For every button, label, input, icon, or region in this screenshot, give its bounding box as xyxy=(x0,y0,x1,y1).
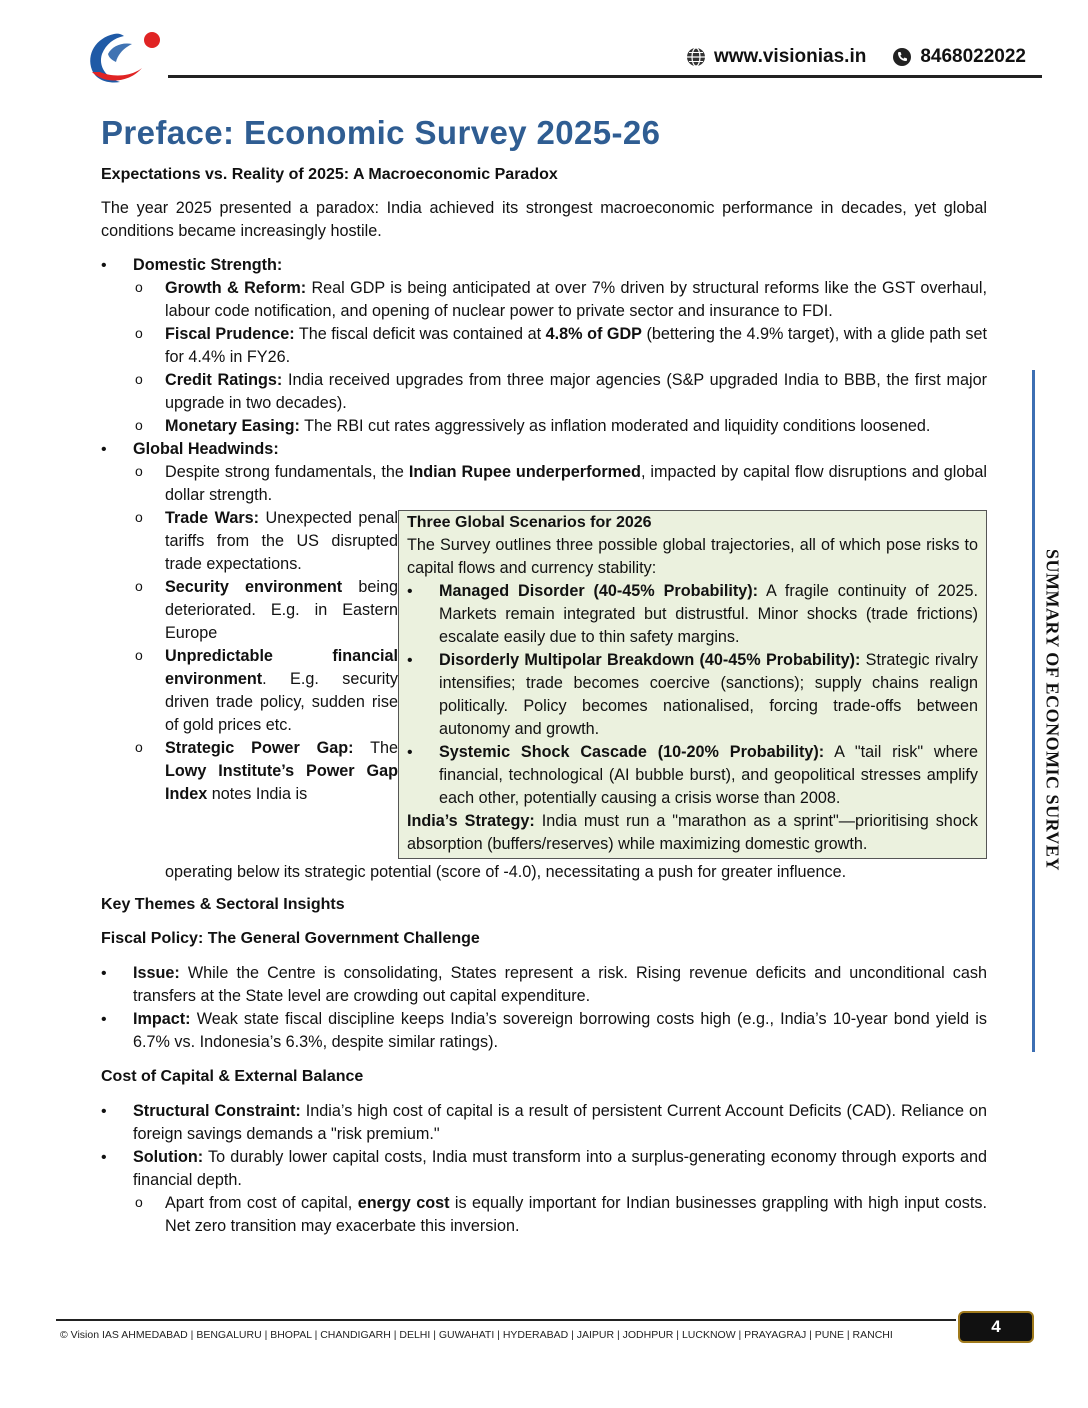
item-text: The RBI cut rates aggressively as inflation moderated and liquidity conditions loosened. xyxy=(299,417,931,435)
item-body xyxy=(165,507,407,576)
section-heading-paradox: Expectations vs. Reality of 2025: A Macroeconomic Paradox xyxy=(101,166,558,183)
list-item xyxy=(101,1008,987,1054)
phone-text: 8468022022 xyxy=(920,46,1026,67)
cost-capital-list xyxy=(101,1100,987,1238)
item-bold: 4.8% of GDP xyxy=(545,325,642,343)
list-item-domestic xyxy=(101,254,987,438)
solution-sublist xyxy=(133,1192,987,1238)
section-heading-fiscal-policy: Fiscal Policy: The General Government Challenge xyxy=(101,930,480,947)
globe-icon xyxy=(686,47,706,67)
item-bold: Credit Ratings: xyxy=(165,371,283,389)
item-bold: Security environment xyxy=(165,578,343,596)
item-bold: energy cost xyxy=(357,1194,450,1212)
footer-divider xyxy=(56,1319,956,1321)
item-text: India received upgrades from three major agencies (S&P upgraded India to BBB, the first major upgrade in two decades). xyxy=(165,371,987,412)
item-text-tail: operating below its strategic potential (score of -4.0), necessitating a push for greater influence. xyxy=(165,863,847,881)
item-text: A fragile continuity of 2025. Markets remain integrated but distrustful. Minor shocks (trade frictions) escalate easily due to thin safety margins. xyxy=(439,582,978,646)
header-divider xyxy=(168,75,1042,78)
list-item xyxy=(133,507,987,576)
fiscal-list xyxy=(101,962,987,1054)
item-bold: Managed Disorder (40-45% Probability): xyxy=(439,582,759,600)
list-item-global xyxy=(101,438,987,884)
list-item xyxy=(133,277,987,323)
list-item xyxy=(101,1146,987,1238)
website-link[interactable] xyxy=(686,46,866,68)
scenario-box-intro: The Survey outlines three possible global trajectories, all of which pose risks to capital flows and currency stability: xyxy=(407,536,978,577)
domestic-label: Domestic Strength: xyxy=(133,256,283,274)
item-text: . E.g. security driven trade policy, sudden rise of gold prices etc. xyxy=(165,670,398,734)
item-text: Weak state fiscal discipline keeps India’s sovereign borrowing costs high (e.g., India’s 10-year bond yield is 6.7% vs. Indonesia’s 6.3%, despite similar ratings). xyxy=(133,1010,987,1051)
item-text: Unexpected penal tariffs from the US disrupted trade expectations. xyxy=(165,509,398,573)
item-bold: Issue: xyxy=(133,964,180,982)
global-label: Global Headwinds: xyxy=(133,440,279,458)
global-sublist-continued xyxy=(133,507,987,884)
list-item xyxy=(133,415,987,438)
item-text: While the Centre is consolidating, States represent a risk. Rising revenue deficits and unconditional cash transfers at the State level are crowding out capital expenditure. xyxy=(133,964,987,1005)
item-body xyxy=(165,645,407,737)
vision-ias-logo xyxy=(84,28,164,88)
phone-link[interactable] xyxy=(892,46,1026,68)
item-bold: Indian Rupee underperformed xyxy=(408,463,641,481)
item-bold: Growth & Reform: xyxy=(165,279,307,297)
domestic-sublist xyxy=(133,277,987,438)
footer-cities: © Vision IAS AHMEDABAD | BENGALURU | BHOPAL | CHANDIGARH | DELHI | GUWAHATI | HYDERABAD | JAIPUR | JODHPUR | LUCKNOW | PRAYAGRAJ | PUNE | RANCHI xyxy=(60,1329,893,1341)
item-body xyxy=(165,737,407,806)
list-item xyxy=(133,576,987,645)
item-text: A "tail risk" where financial, technological (AI bubble burst), and geopolitical stresses amplify each other, potentially causing a crisis worse than 2008. xyxy=(439,743,978,807)
item-bold: Solution: xyxy=(133,1148,204,1166)
item-text: India’s high cost of capital is a result of persistent Current Account Deficits (CAD). Reliance on foreign savings demands a "risk premium." xyxy=(133,1102,987,1143)
list-item xyxy=(133,737,987,884)
item-bold: Structural Constraint: xyxy=(133,1102,301,1120)
item-bold: Trade Wars: xyxy=(165,509,260,527)
item-text: , impacted by capital flow disruptions and global dollar strength. xyxy=(165,463,987,504)
strategy-bold: India’s Strategy: xyxy=(407,812,535,830)
item-text: notes India is xyxy=(207,785,308,803)
strategy-text: India must run a "marathon as a sprint"—prioritising shock absorption (buffers/reserves) while maximizing domestic growth. xyxy=(407,812,979,853)
item-text: is equally important for Indian businesses grappling with high input costs. Net zero transition may exacerbate this inversion. xyxy=(165,1194,987,1235)
item-text: Strategic rivalry intensifies; trade becomes coercive (sanctions); supply chains realign politically. Policy becomes nationalised, forcing trade-offs between autonomy and growth. xyxy=(439,651,978,738)
item-body xyxy=(165,576,407,645)
page-title: Preface: Economic Survey 2025-26 xyxy=(101,114,661,151)
item-text: To durably lower capital costs, India must transform into a surplus-generating economy through exports and financial depth. xyxy=(133,1148,987,1189)
item-text: being deteriorated. E.g. in Eastern Europe xyxy=(165,578,398,642)
scenario-box-title: Three Global Scenarios for 2026 xyxy=(407,514,652,531)
item-text: The fiscal deficit was contained at xyxy=(294,325,546,343)
section1-list xyxy=(101,254,987,884)
section-heading-cost-of-capital: Cost of Capital & External Balance xyxy=(101,1068,364,1085)
header-contact xyxy=(686,46,1026,68)
list-item xyxy=(133,645,987,737)
item-bold: Systemic Shock Cascade (10-20% Probability): xyxy=(439,743,825,761)
side-tab-label: SUMMARY OF ECONOMIC SURVEY xyxy=(1042,549,1063,871)
side-tab-line xyxy=(1032,370,1035,1052)
item-bold: Lowy Institute’s Power Gap Index xyxy=(165,762,398,803)
list-item xyxy=(133,1192,987,1238)
main-content xyxy=(101,112,987,1238)
list-item xyxy=(101,1100,987,1146)
intro-paragraph: The year 2025 presented a paradox: India achieved its strongest macroeconomic performance in decades, yet global conditions became increasingly hostile. xyxy=(101,199,987,240)
list-item xyxy=(133,461,987,507)
phone-icon xyxy=(892,47,912,67)
item-text: (bettering the 4.9% target), with a glide path set for 4.4% in FY26. xyxy=(165,325,987,366)
item-text: Real GDP is being anticipated at over 7% driven by structural reforms like the GST overhaul, labour code notification, and opening of nuclear power to private sector and insurance to FDI. xyxy=(165,279,987,320)
item-text: The xyxy=(353,739,398,757)
section-heading-key-themes: Key Themes & Sectoral Insights xyxy=(101,896,345,913)
item-text: Despite strong fundamentals, the xyxy=(165,463,409,481)
item-bold: Impact: xyxy=(133,1010,191,1028)
list-item xyxy=(101,962,987,1008)
item-bold: Disorderly Multipolar Breakdown (40-45% Probability): xyxy=(439,651,861,669)
list-item xyxy=(133,323,987,369)
list-item xyxy=(133,369,987,415)
page-number: 4 xyxy=(958,1311,1034,1343)
website-text: www.visionias.in xyxy=(713,46,867,67)
item-bold: Monetary Easing: xyxy=(165,417,300,435)
item-text: Apart from cost of capital, xyxy=(165,1194,358,1212)
item-bold: Strategic Power Gap: xyxy=(165,739,354,757)
global-sublist xyxy=(133,461,987,507)
item-bold: Fiscal Prudence: xyxy=(165,325,295,343)
item-bold: Unpredictable financial environment xyxy=(165,647,398,688)
